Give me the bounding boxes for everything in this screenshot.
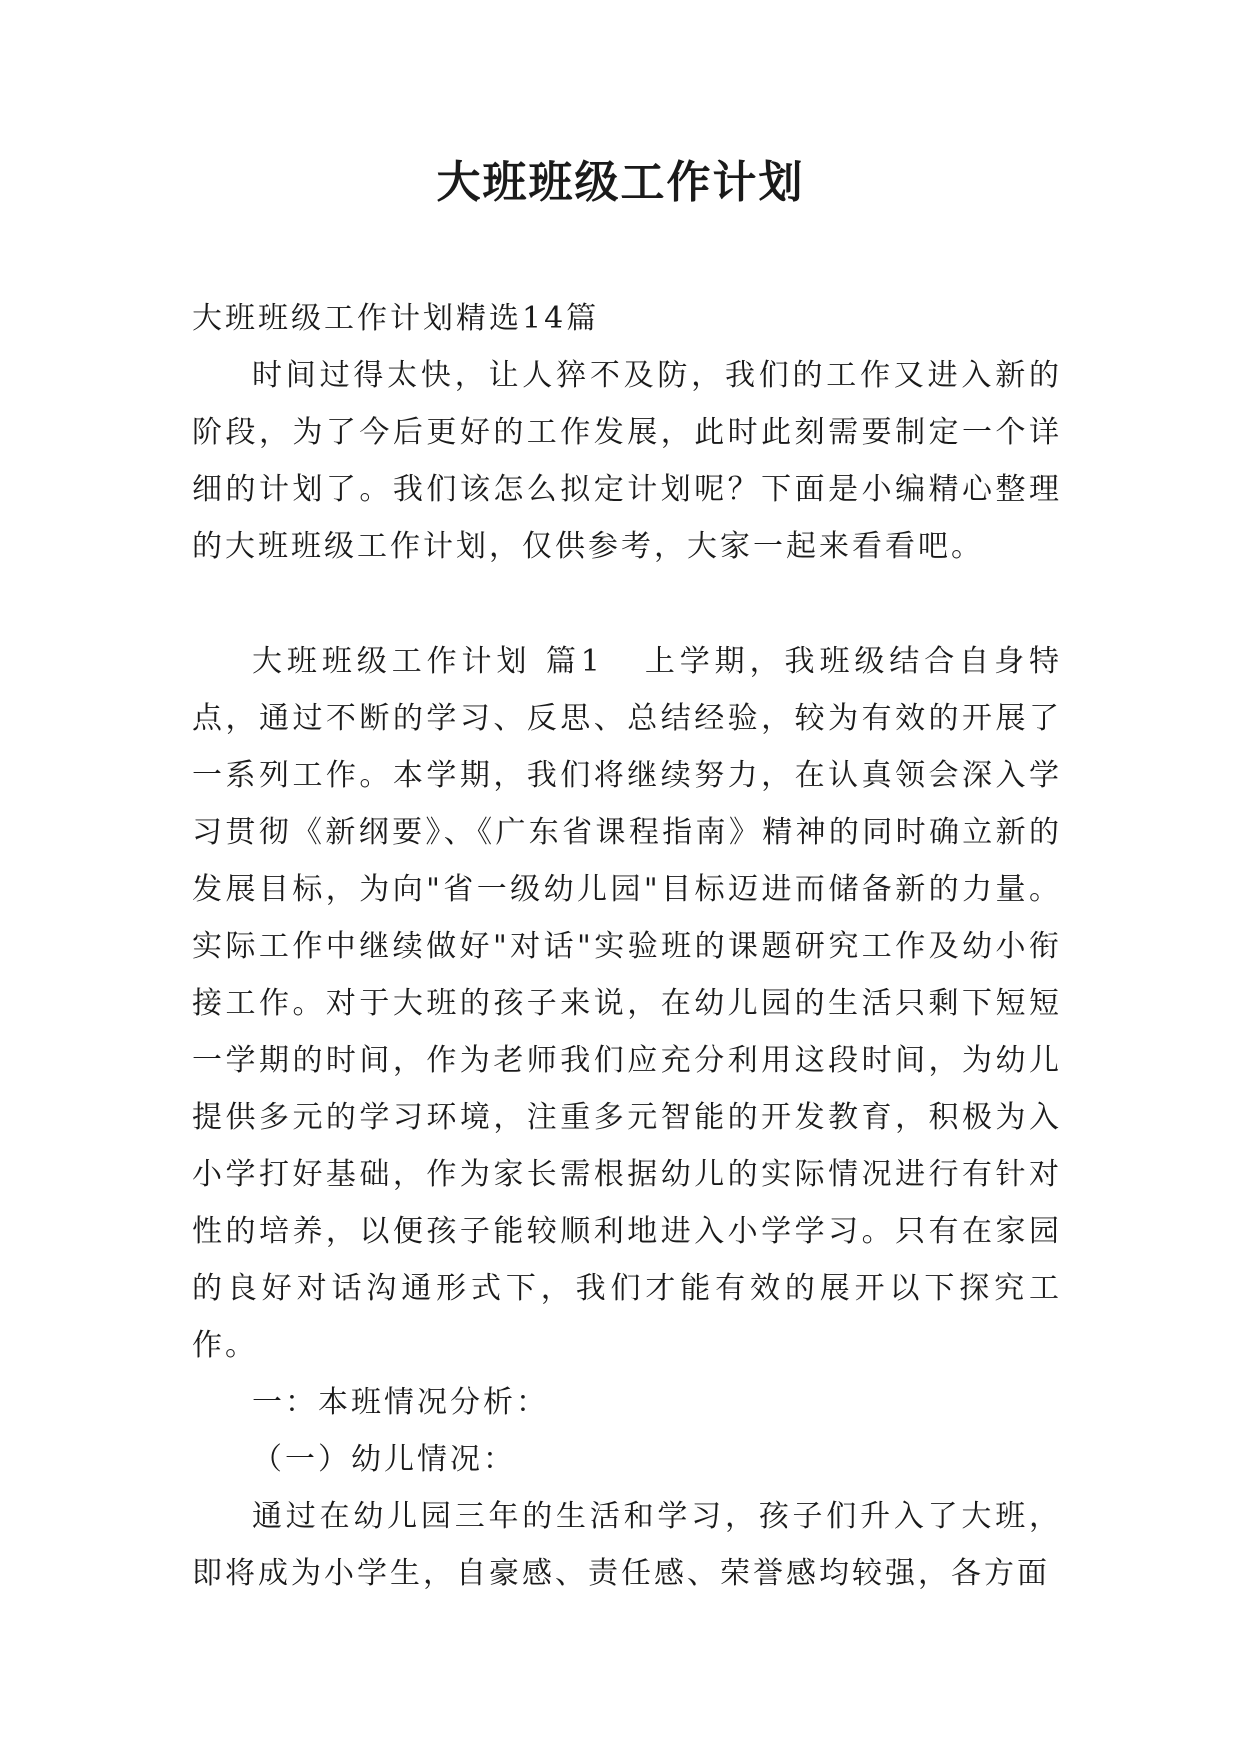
document-title: 大班班级工作计划 xyxy=(436,157,805,208)
heading-class-analysis: 一：本班情况分析： xyxy=(252,1385,549,1420)
document-subtitle: 大班班级工作计划精选14篇 xyxy=(192,301,600,336)
intro-paragraph: 时间过得太快，让人猝不及防，我们的工作又进入新的阶段，为了今后更好的工作发展，此时此刻需要制定一个详细的计划了。我们该怎么拟定计划呢？下面是小编精心整理的大班班级工作计划，仅供参考，大家一起来看看吧。 xyxy=(192,358,1062,564)
heading-children-situation: （一）幼儿情况： xyxy=(252,1442,516,1477)
document-body xyxy=(192,290,1062,1602)
section-1-text: 上学期，我班级结合自身特点，通过不断的学习、反思、总结经验，较为有效的开展了一系列工作。本学期，我们将继续努力，在认真领会深入学习贯彻《新纲要》、《广东省课程指南》精神的同时确立新的发展目标，为向"省一级幼儿园"目标迈进而储备新的力量。实际工作中继续做好"对话"实验班的课题研究工作及幼小衔接工作。对于大班的孩子来说，在幼儿园的生活只剩下短短一学期的时间，作为老师我们应充分利用这段时间，为幼儿提供多元的学习环境，注重多元智能的开发教育，积极为入小学打好基础，作为家长需根据幼儿的实际情况进行有针对性的培养，以便孩子能较顺利地进入小学学习。只有在家园的良好对话沟通形式下，我们才能有效的展开以下探究工作。 xyxy=(192,644,1063,1363)
children-paragraph: 通过在幼儿园三年的生活和学习，孩子们升入了大班，即将成为小学生，自豪感、责任感、荣誉感均较强，各方面 xyxy=(192,1499,1062,1591)
section-1-paragraph xyxy=(192,633,1062,1374)
section-1-heading: 大班班级工作计划 篇1 xyxy=(252,644,603,679)
